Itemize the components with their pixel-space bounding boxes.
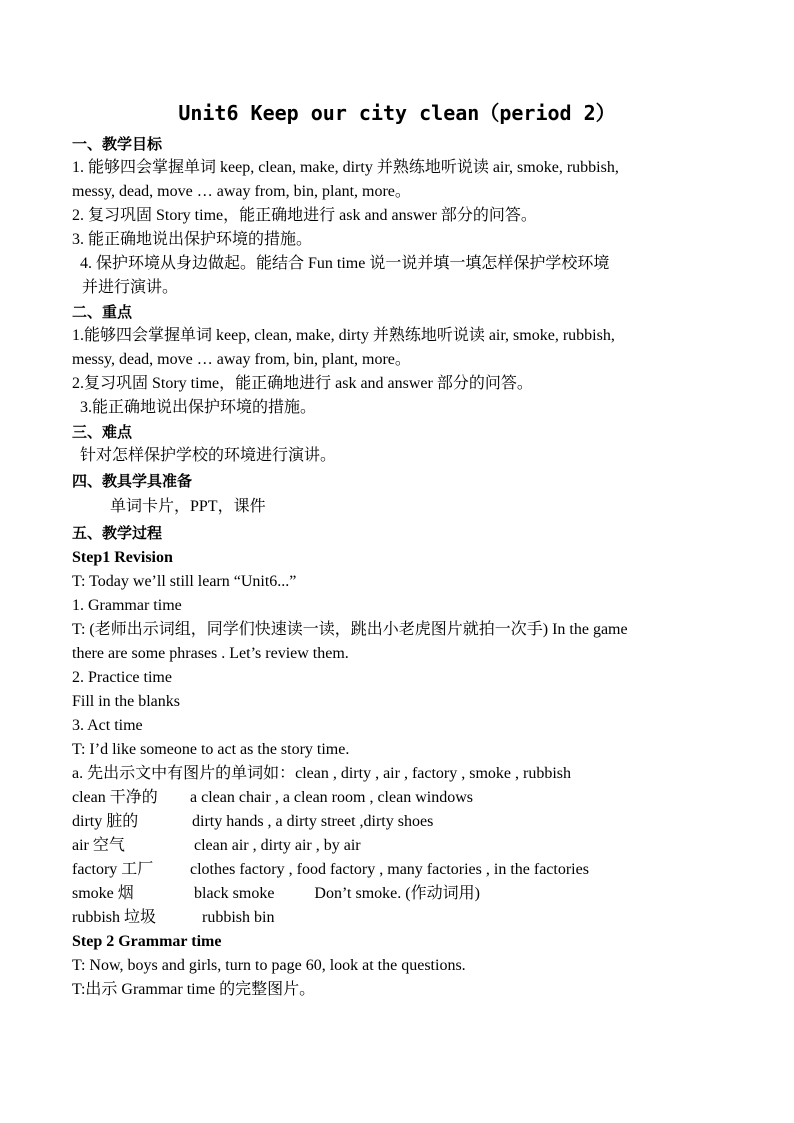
process-line: T:出示 Grammar time 的完整图片。: [72, 981, 316, 998]
process-line: a. 先出示文中有图片的单词如：clean , dirty , air , factory , smoke , rubbish: [72, 765, 572, 782]
vocab-examples: clean air , dirty air , by air: [194, 837, 361, 854]
process-line: 2. Practice time: [72, 669, 172, 686]
step1-heading: Step1 Revision: [72, 549, 173, 566]
vocab-word: air 空气: [72, 837, 125, 854]
step2-heading: Step 2 Grammar time: [72, 933, 222, 950]
key-point-line-1: 1.能够四会掌握单词 keep, clean, make, dirty 并熟练地听说读 air, smoke, rubbish,: [72, 327, 615, 344]
document-title: Unit6 Keep our city clean（period 2）: [178, 101, 616, 125]
process-line: 1. Grammar time: [72, 597, 182, 614]
vocab-word: dirty 脏的: [72, 813, 139, 830]
process-line: there are some phrases . Let’s review them.: [72, 645, 349, 662]
objective-line-2: 2. 复习巩固 Story time，能正确地进行 ask and answer 部分的问答。: [72, 207, 537, 224]
section-heading-process: 五、教学过程: [72, 524, 163, 542]
objective-line-3: 3. 能正确地说出保护环境的措施。: [72, 231, 313, 248]
process-line: T: (老师出示词组，同学们快速读一读，跳出小老虎图片就拍一次手) In the game: [72, 621, 628, 638]
section-heading-materials: 四、教具学具准备: [72, 472, 193, 490]
vocab-row: [72, 858, 732, 882]
vocab-word: rubbish 垃圾: [72, 909, 157, 926]
vocab-examples: dirty hands , a dirty street ,dirty shoes: [192, 813, 434, 830]
vocab-examples: clothes factory , food factory , many factories , in the factories: [190, 861, 589, 878]
process-line: 3. Act time: [72, 717, 143, 734]
process-line: T: Today we’ll still learn “Unit6...”: [72, 573, 297, 590]
objective-line-1: 1. 能够四会掌握单词 keep, clean, make, dirty 并熟练地听说读 air, smoke, rubbish,: [72, 159, 619, 176]
materials-line: 单词卡片，PPT，课件: [110, 498, 266, 515]
process-line: T: Now, boys and girls, turn to page 60, look at the questions.: [72, 957, 466, 974]
vocab-row: [72, 786, 732, 810]
vocab-word: smoke 烟: [72, 885, 134, 902]
vocab-row: [72, 834, 732, 858]
vocab-examples: black smoke: [194, 885, 275, 902]
vocab-word: clean 干净的: [72, 789, 158, 806]
key-point-line-3: 3.能正确地说出保护环境的措施。: [80, 399, 317, 416]
objective-line-4-cont: 并进行演讲。: [82, 279, 179, 296]
vocab-examples: rubbish bin: [202, 909, 275, 926]
vocab-word: factory 工厂: [72, 861, 154, 878]
vocab-row: [72, 882, 732, 906]
key-point-line-2: 2.复习巩固 Story time，能正确地进行 ask and answer 部分的问答。: [72, 375, 533, 392]
section-heading-objectives: 一、教学目标: [72, 135, 163, 153]
process-line: T: I’d like someone to act as the story time.: [72, 741, 350, 758]
section-heading-difficulties: 三、难点: [72, 423, 133, 441]
vocab-examples: a clean chair , a clean room , clean windows: [190, 789, 473, 806]
key-point-line-1-cont: messy, dead, move … away from, bin, plant, more。: [72, 351, 411, 368]
vocab-row: [72, 810, 732, 834]
vocab-extra: Don’t smoke. (作动词用): [314, 885, 480, 902]
objective-line-4: 4. 保护环境从身边做起。能结合 Fun time 说一说并填一填怎样保护学校环境: [80, 255, 610, 272]
vocab-row: [72, 906, 732, 930]
objective-line-1-cont: messy, dead, move … away from, bin, plant, more。: [72, 183, 411, 200]
section-heading-key-points: 二、重点: [72, 303, 133, 321]
difficulty-line-1: 针对怎样保护学校的环境进行演讲。: [80, 447, 337, 464]
document-body: [72, 132, 732, 1002]
process-line: Fill in the blanks: [72, 693, 180, 710]
